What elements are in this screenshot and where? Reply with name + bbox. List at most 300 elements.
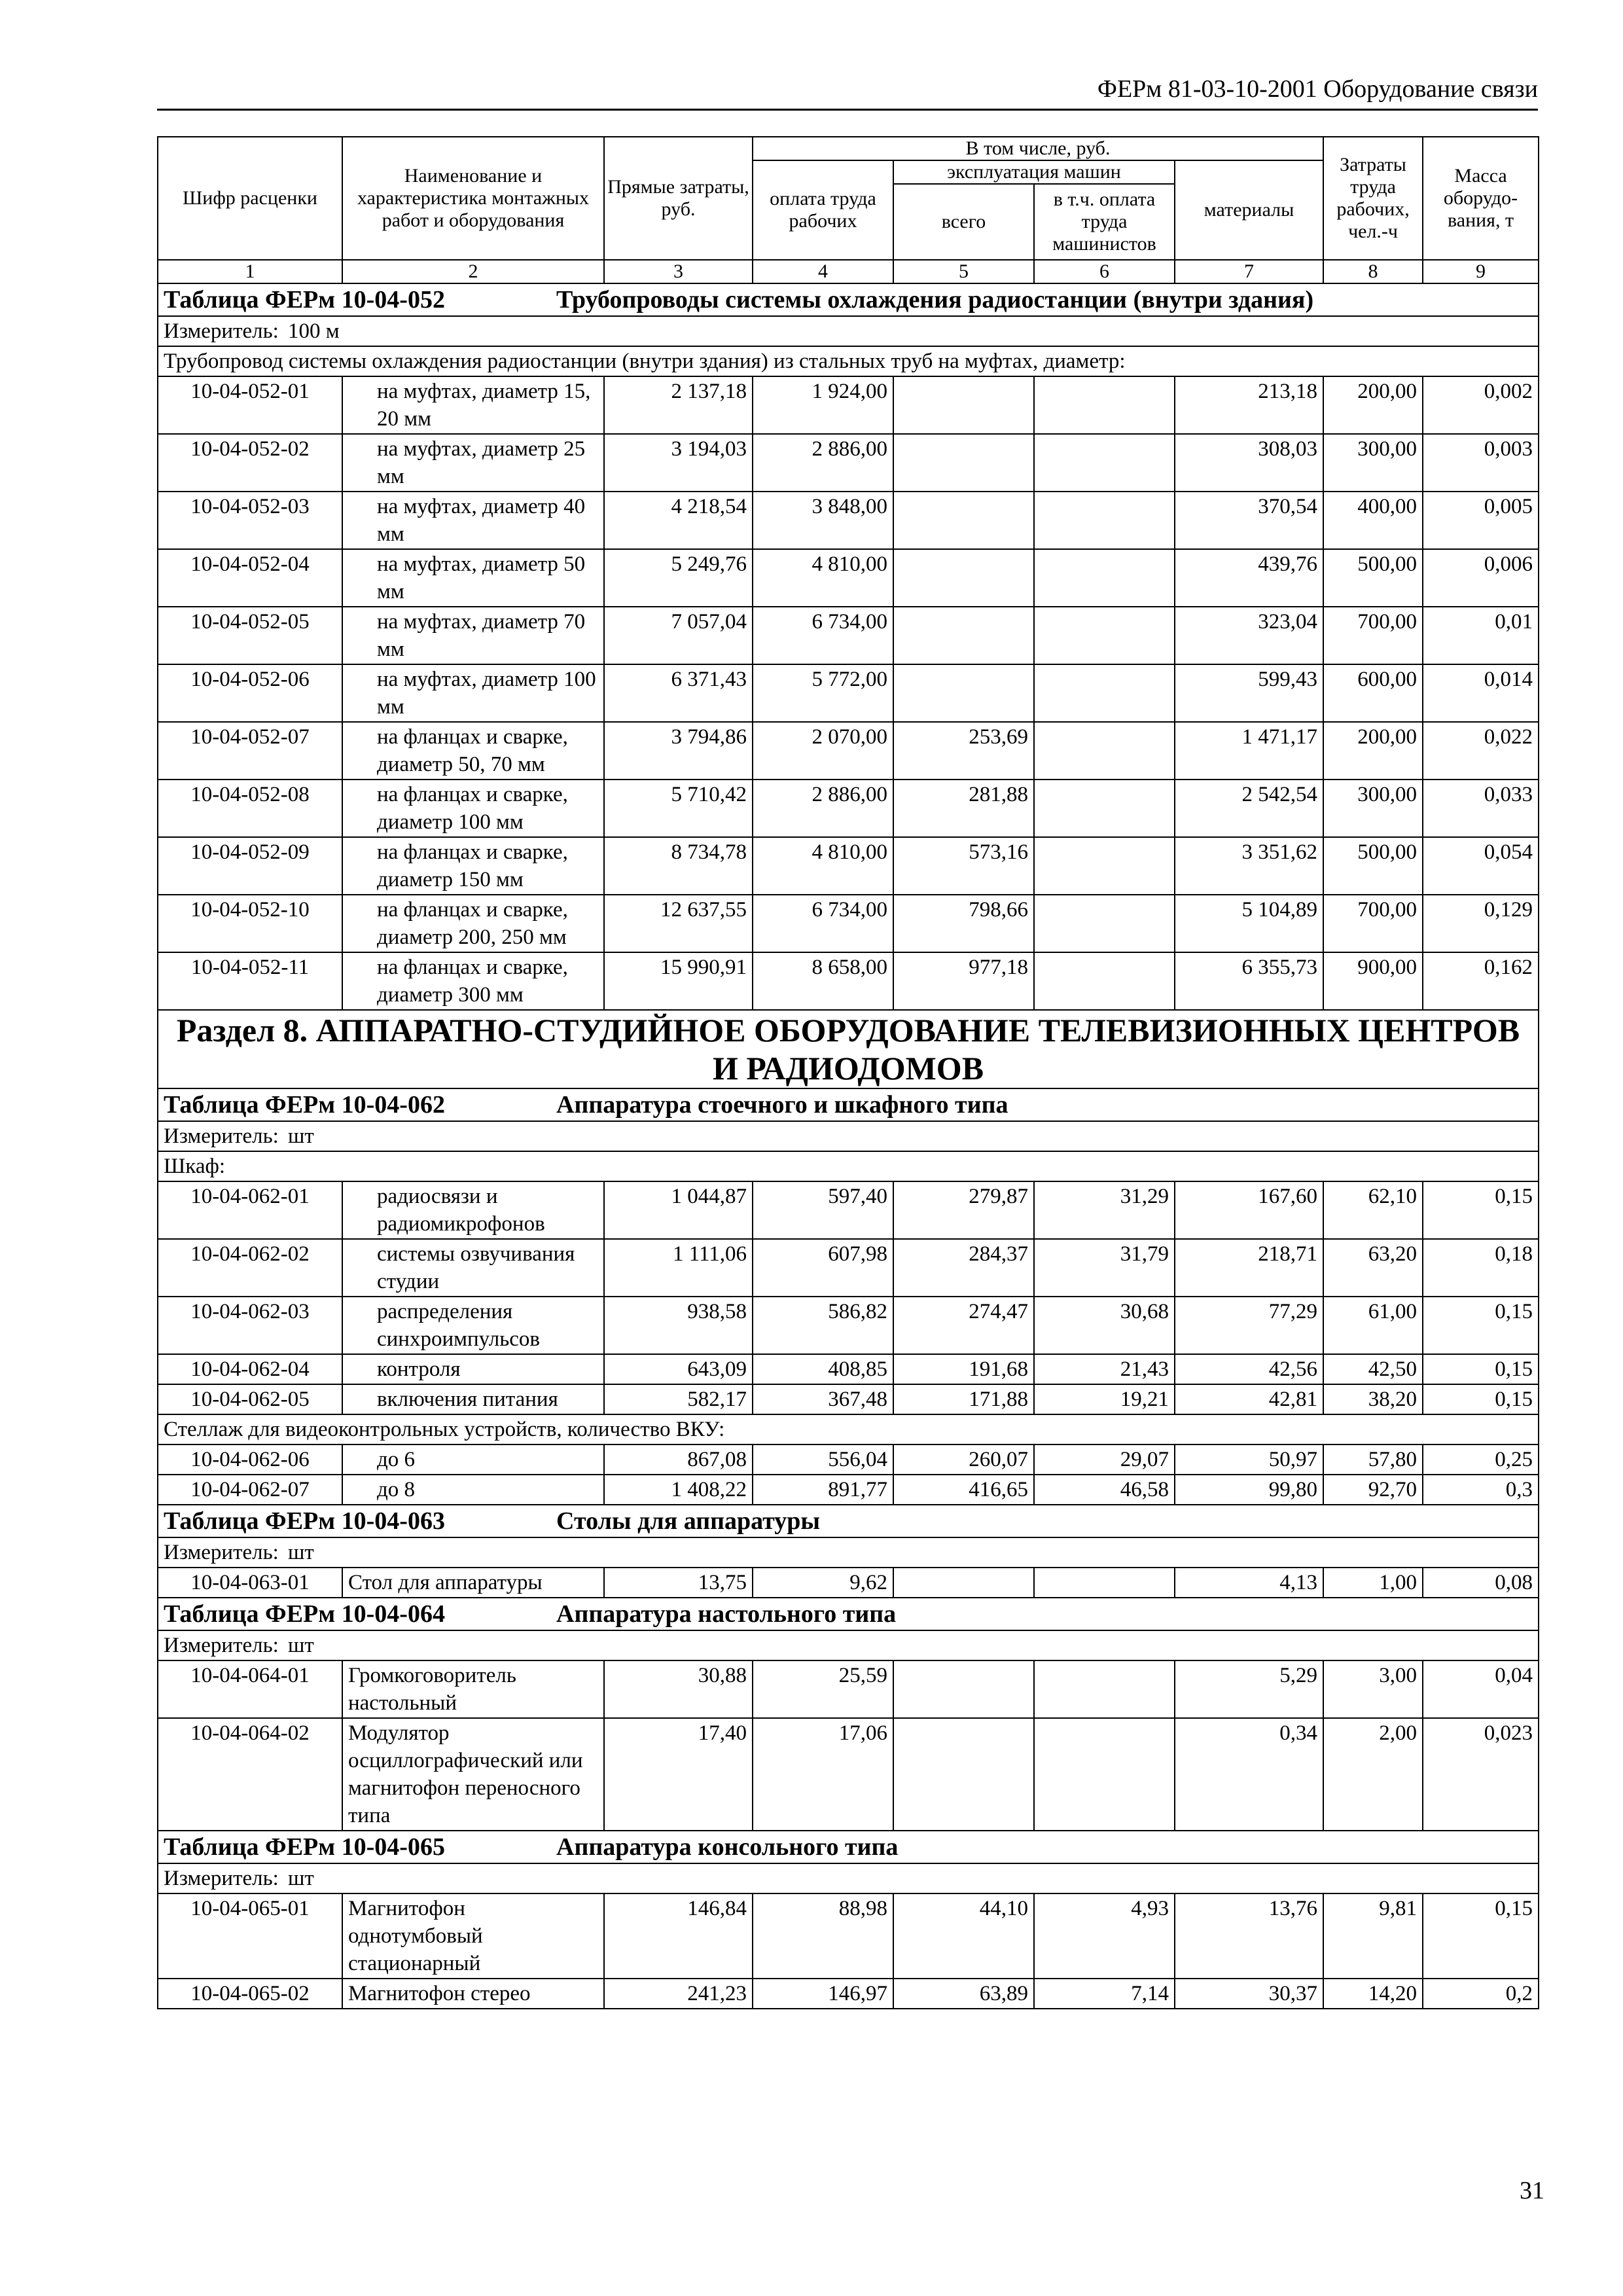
meter-row [158, 1630, 1539, 1660]
labor-hours-cell: 63,20 [1323, 1239, 1423, 1297]
worker-wages-cell: 17,06 [753, 1718, 893, 1831]
col-labor-header: Затраты труда рабочих, чел.-ч [1323, 137, 1423, 260]
table-title [158, 1831, 1539, 1863]
rate-code-cell: 10-04-062-06 [158, 1444, 342, 1475]
equipment-mass-cell: 0,014 [1423, 664, 1539, 722]
direct-costs-cell: 643,09 [604, 1354, 753, 1384]
machinist-wages-cell: 21,43 [1034, 1354, 1175, 1384]
section-8-title: Раздел 8. АППАРАТНО-СТУДИЙНОЕ ОБОРУДОВАНИЕ ТЕЛЕВИЗИОННЫХ ЦЕНТРОВ И РАДИОДОМОВ [158, 1010, 1539, 1088]
meter-row [158, 1537, 1539, 1568]
materials-cell: 5 104,89 [1175, 895, 1323, 952]
meter [158, 1863, 1539, 1893]
direct-costs-cell: 7 057,04 [604, 607, 753, 664]
worker-wages-cell: 146,97 [753, 1979, 893, 2009]
table-row [158, 376, 1539, 434]
machinist-wages-cell: 30,68 [1034, 1297, 1175, 1354]
direct-costs-cell: 5 710,42 [604, 780, 753, 837]
worker-wages-cell: 25,59 [753, 1660, 893, 1718]
equipment-mass-cell: 0,15 [1423, 1297, 1539, 1354]
labor-hours-cell: 2,00 [1323, 1718, 1423, 1831]
work-name-cell: на фланцах и сварке, диаметр 150 мм [342, 837, 604, 895]
page-number: 31 [1520, 2177, 1544, 2204]
worker-wages-cell: 597,40 [753, 1181, 893, 1239]
direct-costs-cell: 15 990,91 [604, 952, 753, 1010]
work-name-cell: Магнитофон стерео [342, 1979, 604, 2009]
equipment-mass-cell: 0,022 [1423, 722, 1539, 780]
labor-hours-cell: 300,00 [1323, 780, 1423, 837]
direct-costs-cell: 1 044,87 [604, 1181, 753, 1239]
machines-total-cell [893, 1718, 1034, 1831]
equipment-mass-cell: 0,15 [1423, 1384, 1539, 1414]
machinist-wages-cell [1034, 895, 1175, 952]
materials-cell: 77,29 [1175, 1297, 1323, 1354]
rate-code-cell: 10-04-062-03 [158, 1297, 342, 1354]
direct-costs-cell: 938,58 [604, 1297, 753, 1354]
worker-wages-cell: 2 886,00 [753, 434, 893, 492]
meter-value: шт [288, 1541, 314, 1564]
table-caption: Столы для аппаратуры [556, 1507, 821, 1535]
worker-wages-cell: 408,85 [753, 1354, 893, 1384]
machines-total-cell [893, 549, 1034, 607]
machines-total-cell: 274,47 [893, 1297, 1034, 1354]
labor-hours-cell: 200,00 [1323, 722, 1423, 780]
rate-code-cell: 10-04-052-01 [158, 376, 342, 434]
machines-total-cell: 279,87 [893, 1181, 1034, 1239]
machines-total-cell [893, 492, 1034, 549]
column-number: 9 [1423, 260, 1539, 283]
meter-label: Измеритель: [164, 1867, 279, 1890]
worker-wages-cell: 607,98 [753, 1239, 893, 1297]
materials-cell: 218,71 [1175, 1239, 1323, 1297]
meter [158, 1537, 1539, 1568]
direct-costs-cell: 13,75 [604, 1568, 753, 1598]
worker-wages-cell: 9,62 [753, 1568, 893, 1598]
table-id: Таблица ФЕРм 10-04-064 [164, 1600, 445, 1628]
rate-code-cell: 10-04-064-02 [158, 1718, 342, 1831]
equipment-mass-cell: 0,023 [1423, 1718, 1539, 1831]
worker-wages-cell: 4 810,00 [753, 549, 893, 607]
labor-hours-cell: 1,00 [1323, 1568, 1423, 1598]
table-title-row [158, 1505, 1539, 1537]
table-title-row [158, 1831, 1539, 1863]
table-caption: Аппаратура настольного типа [556, 1600, 897, 1628]
meter-label: Измеритель: [164, 1541, 279, 1564]
table-title [158, 283, 1539, 316]
table-id: Таблица ФЕРм 10-04-063 [164, 1507, 445, 1535]
machines-total-cell [893, 434, 1034, 492]
direct-costs-cell: 582,17 [604, 1384, 753, 1414]
table-row [158, 780, 1539, 837]
direct-costs-cell: 1 111,06 [604, 1239, 753, 1297]
labor-hours-cell: 62,10 [1323, 1181, 1423, 1239]
labor-hours-cell: 3,00 [1323, 1660, 1423, 1718]
col-mass-header: Масса оборудо-вания, т [1423, 137, 1539, 260]
worker-wages-cell: 2 886,00 [753, 780, 893, 837]
labor-hours-cell: 38,20 [1323, 1384, 1423, 1414]
table-caption: Аппаратура стоечного и шкафного типа [556, 1091, 1008, 1119]
equipment-mass-cell: 0,15 [1423, 1354, 1539, 1384]
table-header [158, 137, 1539, 260]
labor-hours-cell: 14,20 [1323, 1979, 1423, 2009]
worker-wages-cell: 3 848,00 [753, 492, 893, 549]
work-name-cell: на фланцах и сварке, диаметр 200, 250 мм [342, 895, 604, 952]
work-name-cell: Громкоговоритель настольный [342, 1660, 604, 1718]
materials-cell: 5,29 [1175, 1660, 1323, 1718]
table-row [158, 1297, 1539, 1354]
labor-hours-cell: 9,81 [1323, 1893, 1423, 1979]
table-row [158, 434, 1539, 492]
machines-total-cell: 281,88 [893, 780, 1034, 837]
rate-code-cell: 10-04-052-06 [158, 664, 342, 722]
work-name-cell: на муфтах, диаметр 100 мм [342, 664, 604, 722]
equipment-mass-cell: 0,18 [1423, 1239, 1539, 1297]
materials-cell: 50,97 [1175, 1444, 1323, 1475]
labor-hours-cell: 500,00 [1323, 549, 1423, 607]
equipment-mass-cell: 0,2 [1423, 1979, 1539, 2009]
col-machines-header: эксплуатация машин [893, 160, 1175, 184]
machinist-wages-cell [1034, 1660, 1175, 1718]
rate-code-cell: 10-04-052-03 [158, 492, 342, 549]
column-number: 6 [1034, 260, 1175, 283]
machinist-wages-cell [1034, 1568, 1175, 1598]
work-name-cell: до 6 [342, 1444, 604, 1475]
materials-cell: 213,18 [1175, 376, 1323, 434]
table-row [158, 1181, 1539, 1239]
machinist-wages-cell [1034, 664, 1175, 722]
rate-code-cell: 10-04-062-01 [158, 1181, 342, 1239]
table-row [158, 1568, 1539, 1598]
column-number: 3 [604, 260, 753, 283]
machines-total-cell: 171,88 [893, 1384, 1034, 1414]
rate-code-cell: 10-04-052-02 [158, 434, 342, 492]
labor-hours-cell: 400,00 [1323, 492, 1423, 549]
meter-value: шт [288, 1867, 314, 1890]
direct-costs-cell: 146,84 [604, 1893, 753, 1979]
labor-hours-cell: 500,00 [1323, 837, 1423, 895]
machines-total-cell: 977,18 [893, 952, 1034, 1010]
worker-wages-cell: 5 772,00 [753, 664, 893, 722]
subheading-row [158, 1151, 1539, 1181]
table-title [158, 1598, 1539, 1630]
machines-total-cell [893, 1568, 1034, 1598]
table-id: Таблица ФЕРм 10-04-062 [164, 1091, 445, 1119]
direct-costs-cell: 867,08 [604, 1444, 753, 1475]
table-title [158, 1088, 1539, 1121]
materials-cell: 42,56 [1175, 1354, 1323, 1384]
machinist-wages-cell [1034, 376, 1175, 434]
machines-total-cell [893, 607, 1034, 664]
worker-wages-cell: 8 658,00 [753, 952, 893, 1010]
labor-hours-cell: 61,00 [1323, 1297, 1423, 1354]
table-row [158, 607, 1539, 664]
materials-cell: 167,60 [1175, 1181, 1323, 1239]
machines-total-cell [893, 376, 1034, 434]
table-row [158, 549, 1539, 607]
work-name-cell: на фланцах и сварке, диаметр 50, 70 мм [342, 722, 604, 780]
table-row [158, 1979, 1539, 2009]
equipment-mass-cell: 0,01 [1423, 607, 1539, 664]
direct-costs-cell: 4 218,54 [604, 492, 753, 549]
worker-wages-cell: 367,48 [753, 1384, 893, 1414]
meter-label: Измеритель: [164, 319, 279, 343]
column-number: 5 [893, 260, 1034, 283]
work-name-cell: на муфтах, диаметр 40 мм [342, 492, 604, 549]
work-name-cell: на муфтах, диаметр 70 мм [342, 607, 604, 664]
table-row [158, 952, 1539, 1010]
subheading: Стеллаж для видеоконтрольных устройств, количество ВКУ: [158, 1414, 1539, 1444]
direct-costs-cell: 17,40 [604, 1718, 753, 1831]
col-materials-header: материалы [1175, 160, 1323, 260]
equipment-mass-cell: 0,3 [1423, 1475, 1539, 1505]
column-number: 4 [753, 260, 893, 283]
table-row [158, 492, 1539, 549]
rate-code-cell: 10-04-065-01 [158, 1893, 342, 1979]
meter-row [158, 1863, 1539, 1893]
subheading-row [158, 346, 1539, 376]
labor-hours-cell: 300,00 [1323, 434, 1423, 492]
work-name-cell: на фланцах и сварке, диаметр 100 мм [342, 780, 604, 837]
table-title-row [158, 1088, 1539, 1121]
materials-cell: 30,37 [1175, 1979, 1323, 2009]
subheading: Трубопровод системы охлаждения радиостанции (внутри здания) из стальных труб на муфтах, диаметр: [158, 346, 1539, 376]
direct-costs-cell: 241,23 [604, 1979, 753, 2009]
direct-costs-cell: 12 637,55 [604, 895, 753, 952]
machinist-wages-cell [1034, 722, 1175, 780]
materials-cell: 13,76 [1175, 1893, 1323, 1979]
direct-costs-cell: 3 794,86 [604, 722, 753, 780]
col-machines-total-header: всего [893, 184, 1034, 260]
work-name-cell: распределения синхроимпульсов [342, 1297, 604, 1354]
direct-costs-cell: 1 408,22 [604, 1475, 753, 1505]
table-row [158, 1660, 1539, 1718]
machinist-wages-cell: 19,21 [1034, 1384, 1175, 1414]
equipment-mass-cell: 0,006 [1423, 549, 1539, 607]
direct-costs-cell: 2 137,18 [604, 376, 753, 434]
worker-wages-cell: 1 924,00 [753, 376, 893, 434]
work-name-cell: радиосвязи и радиомикрофонов [342, 1181, 604, 1239]
worker-wages-cell: 556,04 [753, 1444, 893, 1475]
table-title-row [158, 283, 1539, 316]
machines-total-cell: 63,89 [893, 1979, 1034, 2009]
meter-row [158, 1121, 1539, 1151]
labor-hours-cell: 700,00 [1323, 607, 1423, 664]
rate-code-cell: 10-04-052-10 [158, 895, 342, 952]
work-name-cell: Стол для аппаратуры [342, 1568, 604, 1598]
rate-code-cell: 10-04-065-02 [158, 1979, 342, 2009]
col-wages-header: оплата труда рабочих [753, 160, 893, 260]
column-number: 2 [342, 260, 604, 283]
materials-cell: 308,03 [1175, 434, 1323, 492]
direct-costs-cell: 3 194,03 [604, 434, 753, 492]
equipment-mass-cell: 0,25 [1423, 1444, 1539, 1475]
table-row [158, 1354, 1539, 1384]
materials-cell: 599,43 [1175, 664, 1323, 722]
col-direct-header: Прямые затраты, руб. [604, 137, 753, 260]
col-machines-wages-header: в т.ч. оплата труда машинистов [1034, 184, 1175, 260]
equipment-mass-cell: 0,003 [1423, 434, 1539, 492]
table-row [158, 895, 1539, 952]
labor-hours-cell: 57,80 [1323, 1444, 1423, 1475]
work-name-cell: включения питания [342, 1384, 604, 1414]
column-number: 8 [1323, 260, 1423, 283]
machinist-wages-cell [1034, 837, 1175, 895]
table-caption: Трубопроводы системы охлаждения радиостанции (внутри здания) [556, 286, 1314, 314]
labor-hours-cell: 42,50 [1323, 1354, 1423, 1384]
machines-total-cell: 253,69 [893, 722, 1034, 780]
worker-wages-cell: 88,98 [753, 1893, 893, 1979]
equipment-mass-cell: 0,002 [1423, 376, 1539, 434]
equipment-mass-cell: 0,15 [1423, 1181, 1539, 1239]
table-row [158, 1893, 1539, 1979]
subheading: Шкаф: [158, 1151, 1539, 1181]
rates-table [157, 136, 1539, 2009]
machines-total-cell [893, 1660, 1034, 1718]
materials-cell: 1 471,17 [1175, 722, 1323, 780]
table-row [158, 1475, 1539, 1505]
equipment-mass-cell: 0,04 [1423, 1660, 1539, 1718]
work-name-cell: Модулятор осциллографический или магнитофон переносного типа [342, 1718, 604, 1831]
worker-wages-cell: 891,77 [753, 1475, 893, 1505]
labor-hours-cell: 200,00 [1323, 376, 1423, 434]
meter-label: Измеритель: [164, 1124, 279, 1148]
machinist-wages-cell: 31,29 [1034, 1181, 1175, 1239]
materials-cell: 2 542,54 [1175, 780, 1323, 837]
equipment-mass-cell: 0,15 [1423, 1893, 1539, 1979]
equipment-mass-cell: 0,162 [1423, 952, 1539, 1010]
materials-cell: 42,81 [1175, 1384, 1323, 1414]
machinist-wages-cell: 46,58 [1034, 1475, 1175, 1505]
labor-hours-cell: 92,70 [1323, 1475, 1423, 1505]
machinist-wages-cell [1034, 434, 1175, 492]
labor-hours-cell: 900,00 [1323, 952, 1423, 1010]
table-caption: Аппаратура консольного типа [556, 1833, 899, 1861]
work-name-cell: на муфтах, диаметр 25 мм [342, 434, 604, 492]
document-header: ФЕРм 81-03-10-2001 Оборудование связи [157, 73, 1538, 111]
col-incl-header: В том числе, руб. [753, 137, 1323, 160]
machinist-wages-cell [1034, 1718, 1175, 1831]
rate-code-cell: 10-04-052-04 [158, 549, 342, 607]
table-row [158, 664, 1539, 722]
machinist-wages-cell: 29,07 [1034, 1444, 1175, 1475]
machines-total-cell: 573,16 [893, 837, 1034, 895]
equipment-mass-cell: 0,033 [1423, 780, 1539, 837]
machines-total-cell [893, 664, 1034, 722]
machinist-wages-cell [1034, 780, 1175, 837]
worker-wages-cell: 2 070,00 [753, 722, 893, 780]
rate-code-cell: 10-04-064-01 [158, 1660, 342, 1718]
meter-label: Измеритель: [164, 1634, 279, 1657]
worker-wages-cell: 4 810,00 [753, 837, 893, 895]
machines-total-cell: 44,10 [893, 1893, 1034, 1979]
direct-costs-cell: 8 734,78 [604, 837, 753, 895]
work-name-cell: до 8 [342, 1475, 604, 1505]
table-row [158, 722, 1539, 780]
rate-code-cell: 10-04-062-02 [158, 1239, 342, 1297]
equipment-mass-cell: 0,129 [1423, 895, 1539, 952]
worker-wages-cell: 586,82 [753, 1297, 893, 1354]
meter-value: шт [288, 1634, 314, 1657]
table-row [158, 1239, 1539, 1297]
meter [158, 316, 1539, 346]
direct-costs-cell: 30,88 [604, 1660, 753, 1718]
machinist-wages-cell: 31,79 [1034, 1239, 1175, 1297]
machines-total-cell: 260,07 [893, 1444, 1034, 1475]
machinist-wages-cell: 7,14 [1034, 1979, 1175, 2009]
direct-costs-cell: 5 249,76 [604, 549, 753, 607]
table-row [158, 1384, 1539, 1414]
equipment-mass-cell: 0,054 [1423, 837, 1539, 895]
column-numbers-row [158, 260, 1539, 283]
work-name-cell: контроля [342, 1354, 604, 1384]
work-name-cell: на муфтах, диаметр 50 мм [342, 549, 604, 607]
meter-row [158, 316, 1539, 346]
labor-hours-cell: 700,00 [1323, 895, 1423, 952]
work-name-cell: на фланцах и сварке, диаметр 300 мм [342, 952, 604, 1010]
table-row [158, 1718, 1539, 1831]
materials-cell: 323,04 [1175, 607, 1323, 664]
machinist-wages-cell: 4,93 [1034, 1893, 1175, 1979]
rate-code-cell: 10-04-052-09 [158, 837, 342, 895]
col-name-header: Наименование и характеристика монтажных работ и оборудования [342, 137, 604, 260]
equipment-mass-cell: 0,005 [1423, 492, 1539, 549]
meter [158, 1630, 1539, 1660]
rate-code-cell: 10-04-052-11 [158, 952, 342, 1010]
table-title-row [158, 1598, 1539, 1630]
machinist-wages-cell [1034, 549, 1175, 607]
col-code-header: Шифр расценки [158, 137, 342, 260]
worker-wages-cell: 6 734,00 [753, 607, 893, 664]
materials-cell: 3 351,62 [1175, 837, 1323, 895]
machinist-wages-cell [1034, 607, 1175, 664]
rate-code-cell: 10-04-062-04 [158, 1354, 342, 1384]
materials-cell: 6 355,73 [1175, 952, 1323, 1010]
machines-total-cell: 798,66 [893, 895, 1034, 952]
meter [158, 1121, 1539, 1151]
materials-cell: 4,13 [1175, 1568, 1323, 1598]
rate-code-cell: 10-04-062-07 [158, 1475, 342, 1505]
worker-wages-cell: 6 734,00 [753, 895, 893, 952]
table-row [158, 837, 1539, 895]
work-name-cell: Магнитофон однотумбовый стационарный [342, 1893, 604, 1979]
materials-cell: 0,34 [1175, 1718, 1323, 1831]
rate-code-cell: 10-04-063-01 [158, 1568, 342, 1598]
materials-cell: 370,54 [1175, 492, 1323, 549]
rate-code-cell: 10-04-052-08 [158, 780, 342, 837]
table-title [158, 1505, 1539, 1537]
table-id: Таблица ФЕРм 10-04-052 [164, 286, 445, 314]
table-id: Таблица ФЕРм 10-04-065 [164, 1833, 445, 1861]
machinist-wages-cell [1034, 492, 1175, 549]
direct-costs-cell: 6 371,43 [604, 664, 753, 722]
machines-total-cell: 416,65 [893, 1475, 1034, 1505]
rate-code-cell: 10-04-052-07 [158, 722, 342, 780]
subheading-row [158, 1414, 1539, 1444]
materials-cell: 439,76 [1175, 549, 1323, 607]
equipment-mass-cell: 0,08 [1423, 1568, 1539, 1598]
machinist-wages-cell [1034, 952, 1175, 1010]
rate-code-cell: 10-04-062-05 [158, 1384, 342, 1414]
table-row [158, 1444, 1539, 1475]
machines-total-cell: 284,37 [893, 1239, 1034, 1297]
meter-value: шт [288, 1124, 314, 1148]
machines-total-cell: 191,68 [893, 1354, 1034, 1384]
work-name-cell: системы озвучивания студии [342, 1239, 604, 1297]
column-number: 7 [1175, 260, 1323, 283]
materials-cell: 99,80 [1175, 1475, 1323, 1505]
column-number: 1 [158, 260, 342, 283]
meter-value: 100 м [288, 319, 340, 343]
work-name-cell: на муфтах, диаметр 15, 20 мм [342, 376, 604, 434]
